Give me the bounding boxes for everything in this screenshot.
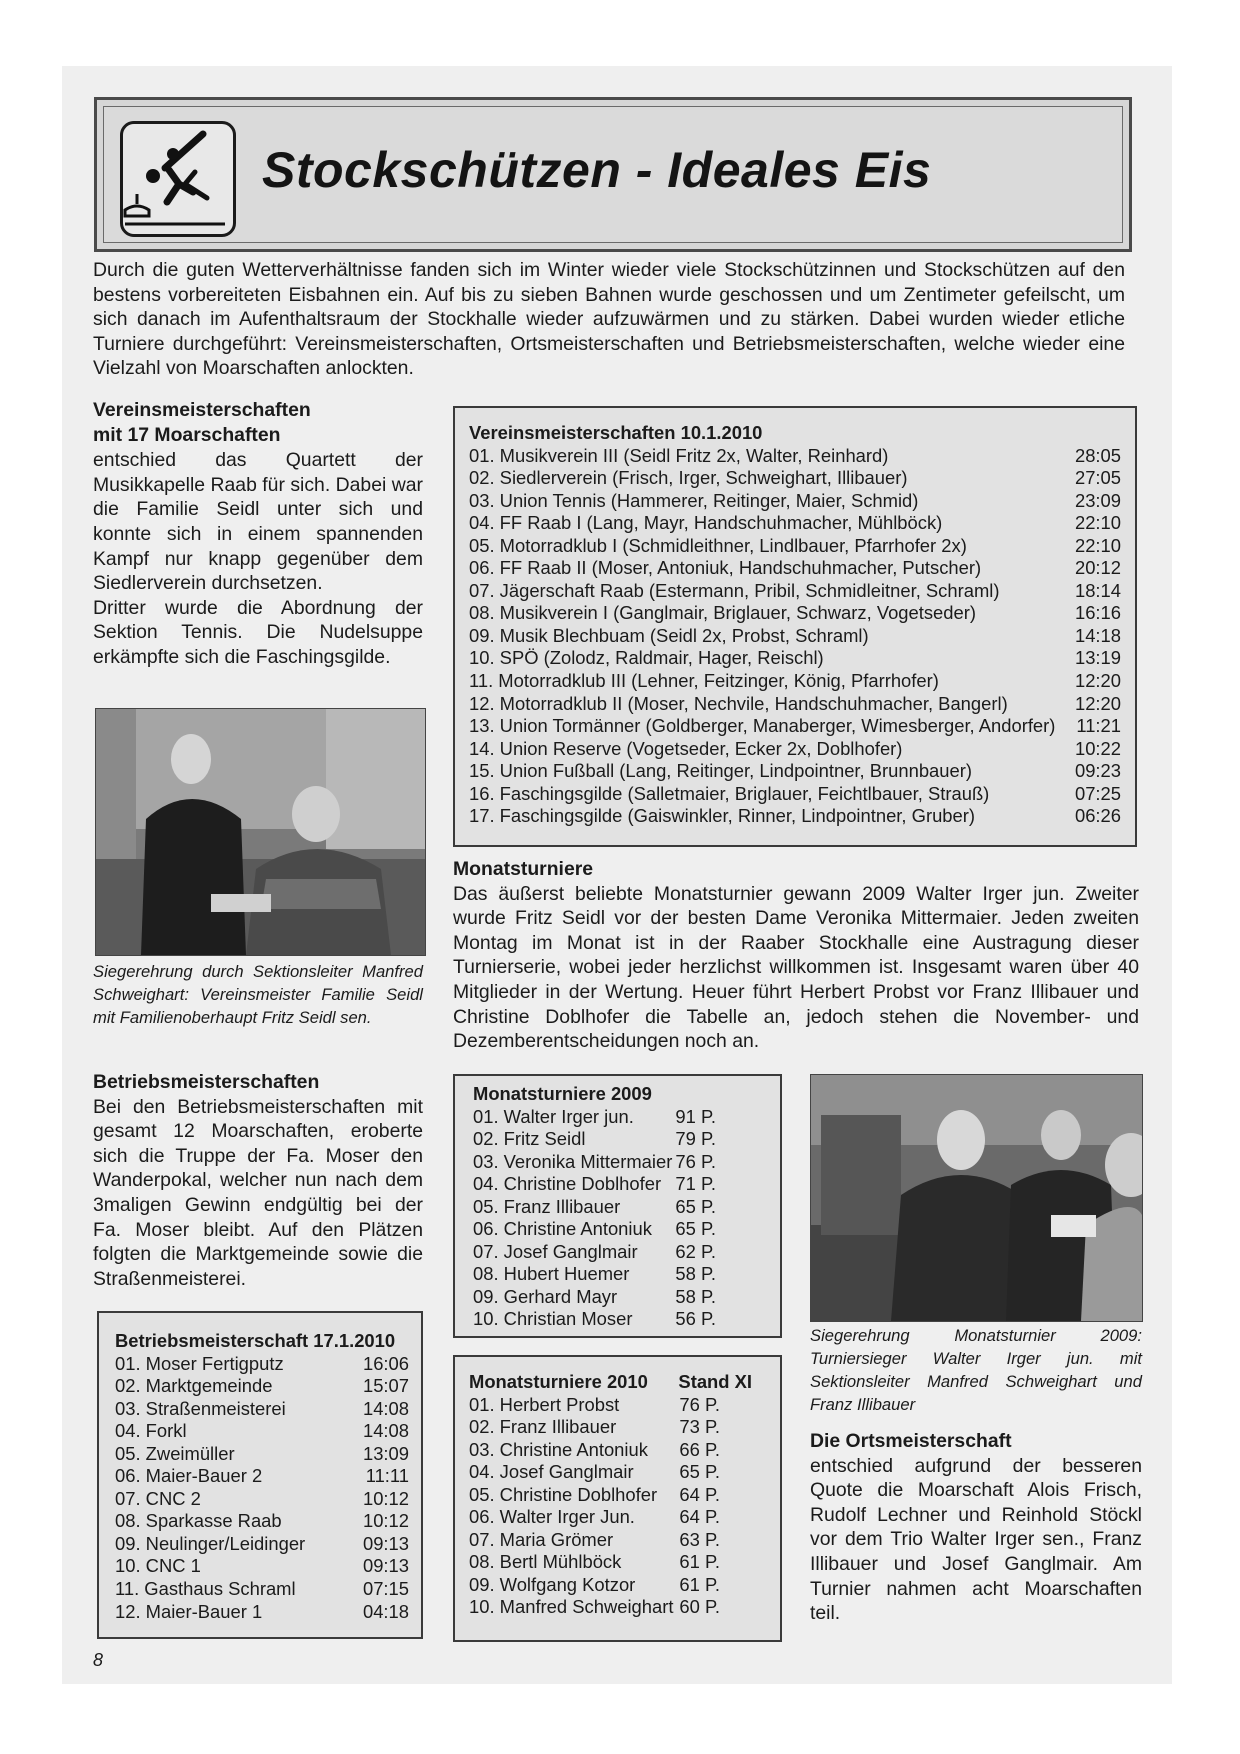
table-row bbox=[473, 1241, 716, 1264]
row-name: 04. FF Raab I (Lang, Mayr, Handschuhmacher, Mühlböck) bbox=[469, 512, 943, 534]
article-header-inner bbox=[103, 106, 1123, 243]
monat-heading: Monatsturniere bbox=[453, 858, 594, 880]
row-value: 64 P. bbox=[679, 1506, 720, 1528]
table-title: Monatsturniere 2009 bbox=[473, 1083, 652, 1104]
table-row bbox=[473, 1106, 716, 1129]
row-value: 22:10 bbox=[1074, 534, 1121, 556]
row-name: 01. Musikverein III (Seidl Fritz 2x, Walter, Reinhard) bbox=[469, 444, 889, 466]
row-name: 10. Christian Moser bbox=[473, 1308, 633, 1330]
row-value: 73 P. bbox=[679, 1416, 720, 1438]
row-name: 01. Herbert Probst bbox=[469, 1393, 620, 1415]
row-name: 05. Zweimüller bbox=[115, 1442, 235, 1464]
row-name: 06. Maier-Bauer 2 bbox=[115, 1465, 263, 1487]
table-row bbox=[115, 1510, 409, 1533]
table-row bbox=[115, 1601, 409, 1624]
photo-caption-vereinsmeister: Siegerehrung durch Sektionsleiter Manfred Schweighart: Vereinsmeister Familie Seidl mit Familienoberhaupt Fritz Seidl sen. bbox=[93, 962, 423, 1027]
row-value: 18:14 bbox=[1074, 579, 1121, 601]
row-value: 07:15 bbox=[362, 1577, 409, 1599]
row-value: 20:12 bbox=[1074, 557, 1121, 579]
row-value: 76 P. bbox=[675, 1150, 716, 1172]
table-row bbox=[115, 1578, 409, 1601]
page-number: 8 bbox=[93, 1650, 104, 1670]
table-row bbox=[115, 1375, 409, 1398]
table-row bbox=[469, 467, 1121, 490]
row-name: 14. Union Reserve (Vogetseder, Ecker 2x, Doblhofer) bbox=[469, 737, 903, 759]
table-row bbox=[469, 490, 1121, 513]
row-value: 10:22 bbox=[1074, 737, 1121, 759]
row-value: 14:08 bbox=[362, 1397, 409, 1419]
row-value: 09:13 bbox=[362, 1555, 409, 1577]
row-name: 06. Christine Antoniuk bbox=[473, 1218, 652, 1240]
row-name: 07. Josef Ganglmair bbox=[473, 1240, 638, 1262]
row-name: 04. Christine Doblhofer bbox=[473, 1173, 662, 1195]
row-name: 05. Christine Doblhofer bbox=[469, 1483, 658, 1505]
verein-subheading: mit 17 Moarschaften bbox=[93, 423, 281, 446]
row-name: 15. Union Fußball (Lang, Reitinger, Lindpointner, Brunnbauer) bbox=[469, 760, 972, 782]
row-name: 12. Maier-Bauer 1 bbox=[115, 1600, 263, 1622]
row-name: 05. Motorradklub I (Schmidleithner, Lindlbauer, Pfarrhofer 2x) bbox=[469, 534, 967, 556]
table-row bbox=[469, 760, 1121, 783]
row-name: 06. Walter Irger Jun. bbox=[469, 1506, 635, 1528]
row-value: 63 P. bbox=[679, 1528, 720, 1550]
table-row bbox=[115, 1555, 409, 1578]
row-name: 11. Gasthaus Schraml bbox=[115, 1577, 296, 1599]
table-row bbox=[473, 1173, 716, 1196]
table-row bbox=[469, 557, 1121, 580]
table-rows bbox=[469, 445, 1121, 828]
row-value: 60 P. bbox=[679, 1596, 720, 1618]
row-value: 79 P. bbox=[675, 1128, 716, 1150]
curling-stock-player-icon bbox=[120, 121, 236, 237]
table-row bbox=[115, 1533, 409, 1556]
row-name: 09. Musik Blechbuam (Seidl 2x, Probst, Schraml) bbox=[469, 624, 869, 646]
row-value: 12:20 bbox=[1074, 692, 1121, 714]
betrieb-text: Bei den Betriebsmeisterschaften mit gesamt 12 Moarschaften, eroberte sich die Truppe der Fa. Moser den Wanderpokal, welcher nun nach dem 3maligen Gewinn endgültig bei der Fa. Moser bleibt. Auf den Plätzen folgten die Marktgemeinde sowie die Straßenmeisterei. bbox=[93, 1095, 423, 1290]
row-value: 58 P. bbox=[675, 1285, 716, 1307]
row-value: 58 P. bbox=[675, 1263, 716, 1285]
row-value: 06:26 bbox=[1074, 805, 1121, 827]
betrieb-section bbox=[93, 1070, 423, 1291]
row-name: 10. CNC 1 bbox=[115, 1555, 201, 1577]
row-name: 09. Neulinger/Leidinger bbox=[115, 1532, 306, 1554]
row-value: 61 P. bbox=[679, 1573, 720, 1595]
row-name: 12. Motorradklub II (Moser, Nechvile, Handschuhmacher, Bangerl) bbox=[469, 692, 1008, 714]
table-rows bbox=[469, 1394, 768, 1619]
row-name: 08. Bertl Mühlböck bbox=[469, 1551, 622, 1573]
table-row bbox=[469, 693, 1121, 716]
row-value: 76 P. bbox=[679, 1393, 720, 1415]
table-row bbox=[469, 647, 1121, 670]
row-value: 10:12 bbox=[362, 1487, 409, 1509]
row-name: 02. Fritz Seidl bbox=[473, 1128, 586, 1150]
orts-heading: Die Ortsmeisterschaft bbox=[810, 1430, 1012, 1452]
table-row bbox=[473, 1218, 716, 1241]
row-name: 05. Franz Illibauer bbox=[473, 1195, 621, 1217]
row-value: 91 P. bbox=[675, 1105, 716, 1127]
table-row bbox=[469, 805, 1121, 828]
row-name: 03. Union Tennis (Hammerer, Reitinger, Maier, Schmid) bbox=[469, 489, 919, 511]
orts-text: entschied aufgrund der besseren Quote die Moarschaft Alois Frisch, Rudolf Lechner und Reinhold Stöckl vor dem Trio Walter Irger sen., Franz Illibauer und Josef Ganglmair. Am Turnier nahmen acht Moarschaften teil. bbox=[810, 1454, 1142, 1625]
row-name: 01. Moser Fertigputz bbox=[115, 1352, 284, 1374]
row-name: 10. Manfred Schweighart bbox=[469, 1596, 674, 1618]
row-value: 65 P. bbox=[679, 1461, 720, 1483]
table-row bbox=[469, 1461, 720, 1484]
row-name: 08. Musikverein I (Ganglmair, Briglauer, Schwarz, Vogetseder) bbox=[469, 602, 976, 624]
row-name: 03. Straßenmeisterei bbox=[115, 1397, 286, 1419]
row-value: 61 P. bbox=[679, 1551, 720, 1573]
table-stand: Stand XI bbox=[678, 1371, 752, 1392]
table-row bbox=[473, 1196, 716, 1219]
row-value: 66 P. bbox=[679, 1438, 720, 1460]
table-row bbox=[469, 580, 1121, 603]
row-value: 14:08 bbox=[362, 1420, 409, 1442]
table-row bbox=[115, 1465, 409, 1488]
table-row bbox=[469, 1596, 720, 1619]
table-row bbox=[469, 1506, 720, 1529]
table-row bbox=[469, 1551, 720, 1574]
row-value: 13:09 bbox=[362, 1442, 409, 1464]
table-row bbox=[473, 1263, 716, 1286]
betrieb-heading: Betriebsmeisterschaften bbox=[93, 1071, 320, 1093]
row-name: 09. Wolfgang Kotzor bbox=[469, 1573, 636, 1595]
row-value: 56 P. bbox=[675, 1308, 716, 1330]
verein-heading: Vereinsmeisterschaften bbox=[93, 399, 311, 421]
table-vereinsmeisterschaften bbox=[453, 406, 1137, 847]
row-value: 11:11 bbox=[365, 1465, 409, 1487]
table-row bbox=[469, 1484, 720, 1507]
table-row bbox=[473, 1151, 716, 1174]
table-row bbox=[469, 1574, 720, 1597]
row-value: 09:23 bbox=[1074, 760, 1121, 782]
table-row bbox=[469, 1439, 720, 1462]
row-name: 16. Faschingsgilde (Salletmaier, Briglauer, Feichtlbauer, Strauß) bbox=[469, 782, 990, 804]
row-value: 16:16 bbox=[1074, 602, 1121, 624]
table-row bbox=[469, 1416, 720, 1439]
row-name: 08. Hubert Huemer bbox=[473, 1263, 630, 1285]
row-value: 14:18 bbox=[1074, 624, 1121, 646]
row-value: 11:21 bbox=[1076, 715, 1121, 737]
table-row bbox=[469, 738, 1121, 761]
row-name: 02. Marktgemeinde bbox=[115, 1375, 273, 1397]
table-row bbox=[115, 1488, 409, 1511]
row-name: 13. Union Tormänner (Goldberger, Manaberger, Wimesberger, Andorfer) bbox=[469, 715, 1056, 737]
intro-paragraph: Durch die guten Wetterverhältnisse fanden sich im Winter wieder viele Stockschützinnen und Stockschützen auf den bestens vorbereiteten Eisbahnen ein. Auf bis zu sieben Bahnen wurde geschossen und um Zentimeter gefeilscht, um sich danach im Aufenthaltsraum der Stockhalle wieder aufzuwärmen und zu stärken. Dabei wurden wieder etliche Turniere durchgeführt: Vereinsmeisterschaften, Ortsmeisterschaften und Betriebsmeisterschaften, welche wieder eine Vielzahl von Moarschaften anlockten. bbox=[93, 259, 1125, 380]
table-rows bbox=[115, 1353, 409, 1624]
row-value: 62 P. bbox=[675, 1240, 716, 1262]
table-row bbox=[473, 1308, 716, 1331]
row-value: 28:05 bbox=[1074, 444, 1121, 466]
table-row bbox=[469, 602, 1121, 625]
row-name: 17. Faschingsgilde (Gaiswinkler, Rinner, Lindpointner, Gruber) bbox=[469, 805, 976, 827]
award-photo-vereinsmeister bbox=[95, 708, 426, 956]
verein-section bbox=[93, 398, 423, 670]
table-row bbox=[115, 1420, 409, 1443]
table-title: Betriebsmeisterschaft 17.1.2010 bbox=[115, 1330, 396, 1351]
table-betriebsmeisterschaft bbox=[97, 1311, 423, 1639]
table-row bbox=[473, 1128, 716, 1151]
orts-section bbox=[810, 1429, 1142, 1626]
photo-caption-monatsturnier: Siegerehrung Monatsturnier 2009: Turniersieger Walter Irger jun. mit Sektionsleiter Manfred Schweighart und Franz Illibauer bbox=[810, 1326, 1142, 1414]
row-value: 64 P. bbox=[679, 1483, 720, 1505]
row-name: 11. Motorradklub III (Lehner, Feitzinger, König, Pfarrhofer) bbox=[469, 669, 939, 691]
table-title: Monatsturniere 2010 bbox=[469, 1371, 648, 1392]
row-name: 07. Maria Grömer bbox=[469, 1528, 614, 1550]
table-row bbox=[115, 1353, 409, 1376]
row-name: 02. Franz Illibauer bbox=[469, 1416, 617, 1438]
table-row bbox=[469, 783, 1121, 806]
table-row bbox=[469, 535, 1121, 558]
row-value: 07:25 bbox=[1074, 782, 1121, 804]
row-name: 03. Veronika Mittermaier bbox=[473, 1150, 673, 1172]
verein-text-2: Dritter wurde die Abordnung der Sektion Tennis. Die Nudelsuppe erkämpfte sich die Faschingsgilde. bbox=[93, 596, 423, 668]
table-row bbox=[469, 1529, 720, 1552]
row-value: 09:13 bbox=[362, 1532, 409, 1554]
table-row bbox=[469, 670, 1121, 693]
verein-text: entschied das Quartett der Musikkapelle Raab für sich. Dabei war die Familie Seidl unter sich und konnte sich in einem spannenden Kampf nur knapp gegenüber dem Siedlerverein durchsetzen. bbox=[93, 449, 423, 595]
table-row bbox=[469, 715, 1121, 738]
monat-section bbox=[453, 857, 1139, 1054]
row-name: 07. CNC 2 bbox=[115, 1487, 201, 1509]
row-name: 04. Josef Ganglmair bbox=[469, 1461, 634, 1483]
row-value: 15:07 bbox=[362, 1375, 409, 1397]
monat-text: Das äußerst beliebte Monatsturnier gewann 2009 Walter Irger jun. Zweiter wurde Fritz Seidl vor der besten Dame Veronika Mittermaier. Jeden zweiten Montag im Monat ist in der Raaber Stockhalle eine Austragung dieser Turnierserie, wobei jeder herzlichst willkommen ist. Insgesamt waren über 40 Mitglieder in der Wertung. Heuer führt Herbert Probst vor Franz Illibauer und Christine Doblhofer die Tabelle an, jedoch stehen die November- und Dezemberentscheidungen noch an. bbox=[453, 882, 1139, 1053]
row-name: 01. Walter Irger jun. bbox=[473, 1105, 634, 1127]
table-title: Vereinsmeisterschaften 10.1.2010 bbox=[469, 422, 763, 443]
row-value: 16:06 bbox=[362, 1352, 409, 1374]
table-row bbox=[469, 625, 1121, 648]
table-row bbox=[115, 1398, 409, 1421]
row-name: 09. Gerhard Mayr bbox=[473, 1285, 618, 1307]
table-row bbox=[469, 512, 1121, 535]
row-value: 65 P. bbox=[675, 1218, 716, 1240]
row-value: 13:19 bbox=[1074, 647, 1121, 669]
article-header bbox=[94, 97, 1132, 252]
table-monatsturniere-2010 bbox=[453, 1355, 782, 1642]
row-value: 65 P. bbox=[675, 1195, 716, 1217]
article-title: Stockschützen - Ideales Eis bbox=[262, 142, 932, 198]
row-value: 71 P. bbox=[675, 1173, 716, 1195]
row-value: 27:05 bbox=[1074, 467, 1121, 489]
row-name: 04. Forkl bbox=[115, 1420, 187, 1442]
row-value: 12:20 bbox=[1074, 669, 1121, 691]
row-name: 03. Christine Antoniuk bbox=[469, 1438, 648, 1460]
table-rows bbox=[473, 1106, 768, 1331]
row-value: 23:09 bbox=[1074, 489, 1121, 511]
row-name: 07. Jägerschaft Raab (Estermann, Pribil, Schmidleitner, Schraml) bbox=[469, 579, 1000, 601]
table-title-row bbox=[469, 1370, 768, 1394]
award-photo-monatsturnier bbox=[810, 1074, 1143, 1322]
row-name: 10. SPÖ (Zolodz, Raldmair, Hager, Reischl) bbox=[469, 647, 824, 669]
table-row bbox=[469, 1394, 720, 1417]
row-name: 06. FF Raab II (Moser, Antoniuk, Handschuhmacher, Putscher) bbox=[469, 557, 982, 579]
row-value: 04:18 bbox=[362, 1600, 409, 1622]
table-row bbox=[473, 1286, 716, 1309]
table-row bbox=[115, 1443, 409, 1466]
row-name: 02. Siedlerverein (Frisch, Irger, Schweighart, Illibauer) bbox=[469, 467, 908, 489]
row-value: 10:12 bbox=[362, 1510, 409, 1532]
table-monatsturniere-2009 bbox=[453, 1074, 782, 1338]
table-row bbox=[469, 445, 1121, 468]
row-name: 08. Sparkasse Raab bbox=[115, 1510, 282, 1532]
row-value: 22:10 bbox=[1074, 512, 1121, 534]
